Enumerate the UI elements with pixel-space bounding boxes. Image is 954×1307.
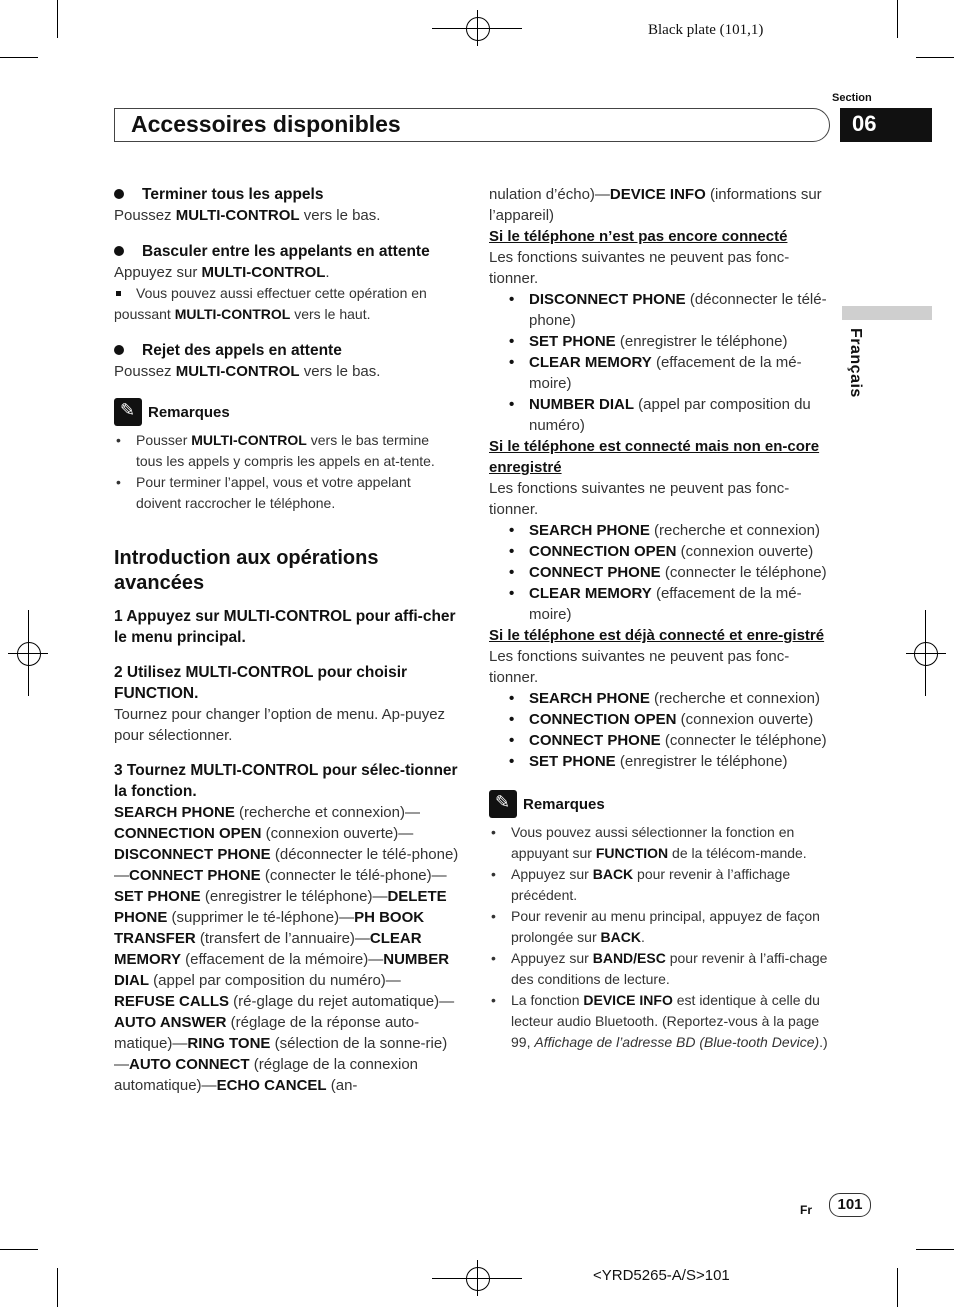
function-desc: (recherche et connexion)— — [234, 804, 420, 821]
function-name: ECHO CANCEL — [216, 1077, 327, 1094]
step-2: 2 Utilisez MULTI-CONTROL pour choisir FUNCTION. — [114, 664, 408, 702]
crop-mark — [916, 1249, 954, 1250]
switch-body: Appuyez sur MULTI-CONTROL. — [114, 264, 330, 281]
connected-registered-body: Les fonctions suivantes ne peuvent pas fonc-tionner. — [489, 648, 790, 686]
function-desc: (supprimer le té-léphone)— — [167, 909, 355, 926]
note-item: • Pousser MULTI-CONTROL vers le bas termine tous les appels y compris les appels en at-tente. — [114, 430, 459, 472]
function-desc: (connexion ouverte)— — [261, 825, 414, 842]
footer-code: <YRD5265-A/S>101 — [593, 1267, 730, 1284]
function-desc: (ré-glage du rejet automatique)— — [229, 993, 455, 1010]
left-column — [114, 184, 459, 1096]
note-item: • Pour revenir au menu principal, appuyez de façon prolongée sur BACK. — [489, 906, 834, 948]
crop-mark — [0, 1249, 38, 1250]
function-name: AUTO ANSWER — [114, 1014, 227, 1031]
function-name: CONNECT PHONE — [129, 867, 261, 884]
note-item: • Pour terminer l’appel, vous et votre appelant doivent raccrocher le téléphone. — [114, 472, 459, 514]
function-list-item: • SET PHONE (enregistrer le téléphone) — [489, 331, 834, 352]
heading-connected-registered: Si le téléphone est déjà connecté et enre-gistré — [489, 627, 825, 644]
heading-not-connected: Si le téléphone n’est pas encore connecté — [489, 228, 788, 245]
language-tab: Français — [847, 328, 864, 398]
function-desc: (réglage de la réponse auto-matique)— — [114, 1014, 420, 1052]
function-list-item: • SET PHONE (enregistrer le téléphone) — [489, 751, 834, 772]
function-name: SET PHONE — [114, 888, 201, 905]
function-list-item: • CLEAR MEMORY (effacement de la mé-moire) — [489, 583, 834, 625]
connected-registered-list — [489, 688, 834, 772]
function-list-item: • CONNECTION OPEN (connexion ouverte) — [489, 709, 834, 730]
crop-mark — [897, 1268, 898, 1307]
crop-mark — [897, 0, 898, 38]
registration-target — [466, 17, 490, 41]
function-name: DISCONNECT PHONE — [114, 846, 271, 863]
function-desc: (connecter le télé-phone)— — [260, 867, 447, 884]
registration-target — [466, 1267, 490, 1291]
function-desc: (enregistrer le téléphone)— — [200, 888, 388, 905]
function-name: REFUSE CALLS — [114, 993, 230, 1010]
notes-header: ✎Remarques — [114, 398, 459, 426]
function-desc: (sélection de la sonne-rie)— — [114, 1035, 448, 1073]
crop-mark — [57, 0, 58, 38]
right-column — [489, 184, 834, 1053]
language-tab-bar — [842, 306, 932, 320]
step-3: 3 Tournez MULTI-CONTROL pour sélec-tionner la fonction. — [114, 762, 458, 800]
function-list-item: • NUMBER DIAL (appel par composition du numéro) — [489, 394, 834, 436]
not-connected-body: Les fonctions suivantes ne peuvent pas fonc-tionner. — [489, 249, 790, 287]
note-item: • La fonction DEVICE INFO est identique à celle du lecteur audio Bluetooth. (Reportez-vous à la page 99, Affichage de l’adresse BD (Blue-tooth Device).) — [489, 990, 834, 1053]
function-name: NUMBER DIAL — [114, 951, 450, 989]
function-name: CONNECTION OPEN — [114, 825, 262, 842]
function-desc: (an- — [326, 1077, 358, 1094]
function-name: CLEAR MEMORY — [114, 930, 422, 968]
heading-connected-not-registered: Si le téléphone est connecté mais non en-core enregistré — [489, 438, 820, 476]
function-list-item: • DISCONNECT PHONE (déconnecter le télé-phone) — [489, 289, 834, 331]
function-list-item: • CLEAR MEMORY (effacement de la mé-moire) — [489, 352, 834, 394]
page-title-bar — [114, 108, 830, 142]
step-2-body: Tournez pour changer l’option de menu. Ap-puyez pour sélectionner. — [114, 706, 446, 744]
footer-lang: Fr — [800, 1203, 812, 1217]
end-all-body: Poussez MULTI-CONTROL vers le bas. — [114, 207, 381, 224]
function-desc: (déconnecter le télé-phone)— — [114, 846, 459, 884]
continuation: nulation d’écho)—DEVICE INFO (informations sur l’appareil) — [489, 186, 822, 224]
notes-header: ✎Remarques — [489, 790, 834, 818]
switch-sub-note: Vous pouvez aussi effectuer cette opération en poussant MULTI-CONTROL vers le haut. — [114, 283, 459, 325]
connected-not-registered-body: Les fonctions suivantes ne peuvent pas fonc-tionner. — [489, 480, 790, 518]
function-list-item: • CONNECT PHONE (connecter le téléphone) — [489, 730, 834, 751]
function-name: DELETE PHONE — [114, 888, 447, 926]
note-item: • Appuyez sur BACK pour revenir à l’affichage précédent. — [489, 864, 834, 906]
function-list-item: • CONNECTION OPEN (connexion ouverte) — [489, 541, 834, 562]
heading-switch: Basculer entre les appelants en attente — [114, 241, 459, 262]
connected-not-registered-list — [489, 520, 834, 625]
heading-reject: Rejet des appels en attente — [114, 340, 459, 361]
intro-heading: Introduction aux opérations avancées — [114, 547, 379, 594]
function-list-item: • SEARCH PHONE (recherche et connexion) — [489, 688, 834, 709]
function-list-item: • SEARCH PHONE (recherche et connexion) — [489, 520, 834, 541]
not-connected-list — [489, 289, 834, 436]
registration-target — [914, 642, 938, 666]
crop-mark — [57, 1268, 58, 1307]
step-1: 1 Appuyez sur MULTI-CONTROL pour affi-cher le menu principal. — [114, 608, 456, 646]
plate-label: Black plate (101,1) — [648, 22, 764, 38]
crop-mark — [916, 57, 954, 58]
function-desc: (appel par composition du numéro)— — [149, 972, 401, 989]
section-number: 06 — [840, 108, 932, 142]
function-desc: (réglage de la connexion automatique)— — [114, 1056, 419, 1094]
function-desc: (transfert de l’annuaire)— — [195, 930, 370, 947]
page-number: 101 — [829, 1193, 871, 1217]
function-name: SEARCH PHONE — [114, 804, 235, 821]
reject-body: Poussez MULTI-CONTROL vers le bas. — [114, 363, 381, 380]
note-icon — [114, 398, 142, 426]
step-3-functions — [114, 802, 459, 1096]
page-title: Accessoires disponibles — [131, 111, 401, 137]
registration-target — [17, 642, 41, 666]
note-item: • Vous pouvez aussi sélectionner la fonction en appuyant sur FUNCTION de la télécom-mande. — [489, 822, 834, 864]
function-name: PH BOOK TRANSFER — [114, 909, 425, 947]
function-list-item: • CONNECT PHONE (connecter le téléphone) — [489, 562, 834, 583]
note-icon — [489, 790, 517, 818]
function-name: AUTO CONNECT — [129, 1056, 250, 1073]
function-name: RING TONE — [187, 1035, 271, 1052]
function-desc: (effacement de la mémoire)— — [180, 951, 384, 968]
note-item: • Appuyez sur BAND/ESC pour revenir à l’affi-chage des conditions de lecture. — [489, 948, 834, 990]
section-label: Section — [832, 92, 872, 104]
crop-mark — [0, 57, 38, 58]
heading-end-all: Terminer tous les appels — [114, 184, 459, 205]
